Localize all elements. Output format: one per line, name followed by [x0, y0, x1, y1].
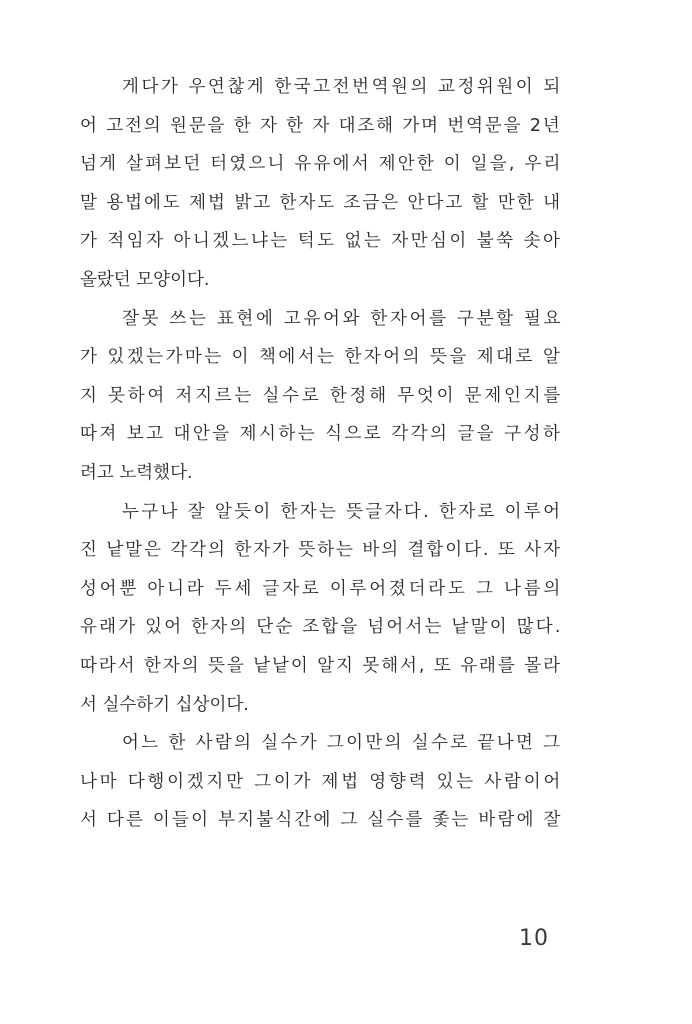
body-text	[80, 68, 564, 840]
text-line	[80, 608, 563, 647]
text-line	[80, 454, 560, 493]
text-line	[80, 415, 563, 454]
page-number: 10	[519, 926, 549, 951]
line-text: 유래가 있어 한자의 단순 조합을 넘어서는 낱말이 많다.	[80, 617, 563, 638]
text-line	[80, 531, 560, 570]
text-line	[80, 570, 564, 609]
line-text: 잘못 쓰는 표현에 고유어와 한자어를 구분할 필요	[122, 308, 564, 329]
text-line	[80, 145, 563, 184]
text-line	[80, 763, 564, 802]
line-text: 말 용법에도 제법 밝고 한자도 조금은 안다고 할 만한 내	[80, 192, 562, 213]
text-line	[80, 222, 563, 261]
line-text: 넘게 살펴보던 터였으니 유유에서 제안한 이 일을, 우리	[80, 154, 563, 175]
text-line	[80, 801, 563, 840]
line-text: 따져 보고 대안을 제시하는 식으로 각각의 글을 구성하	[80, 424, 563, 445]
line-text: 가 있겠는가마는 이 책에서는 한자어의 뜻을 제대로 알	[80, 347, 563, 368]
text-line	[80, 724, 563, 763]
line-text: 나마 다행이겠지만 그이가 제법 영향력 있는 사람이어	[80, 771, 564, 792]
line-text: 진 낱말은 각각의 한자가 뜻하는 바의 결합이다. 또 사자	[80, 540, 562, 561]
line-text: 올랐던 모양이다.	[80, 269, 210, 290]
text-line	[80, 686, 560, 725]
text-line	[80, 300, 564, 339]
line-text: 성어뿐 아니라 두세 글자로 이루어졌더라도 그 나름의	[80, 578, 564, 599]
line-text: 서 다른 이들이 부지불식간에 그 실수를 좇는 바람에 잘	[80, 810, 563, 831]
text-line	[80, 647, 560, 686]
text-line	[80, 338, 563, 377]
line-text: 가 적임자 아니겠느냐는 턱도 없는 자만심이 불쑥 솟아	[80, 231, 563, 252]
line-text: 지 못하여 저지르는 실수로 한정해 무엇이 문제인지를	[80, 385, 564, 406]
text-line	[80, 377, 564, 416]
line-text: 어느 한 사람의 실수가 그이만의 실수로 끝나면 그	[122, 733, 563, 754]
line-text: 려고 노력했다.	[80, 462, 193, 483]
text-line	[80, 493, 563, 532]
text-line	[80, 184, 560, 223]
line-text: 게다가 우연찮게 한국고전번역원의 교정위원이 되	[122, 77, 563, 97]
text-line	[80, 68, 563, 107]
line-text: 누구나 잘 알듯이 한자는 뜻글자다. 한자로 이루어	[122, 501, 563, 522]
text-line	[80, 107, 560, 146]
line-text: 어 고전의 원문을 한 자 한 자 대조해 가며 번역문을 2년	[80, 115, 562, 136]
text-line	[80, 261, 560, 300]
line-text: 따라서 한자의 뜻을 낱낱이 알지 못해서, 또 유래를 몰라	[80, 655, 562, 676]
line-text: 서 실수하기 십상이다.	[80, 694, 249, 715]
